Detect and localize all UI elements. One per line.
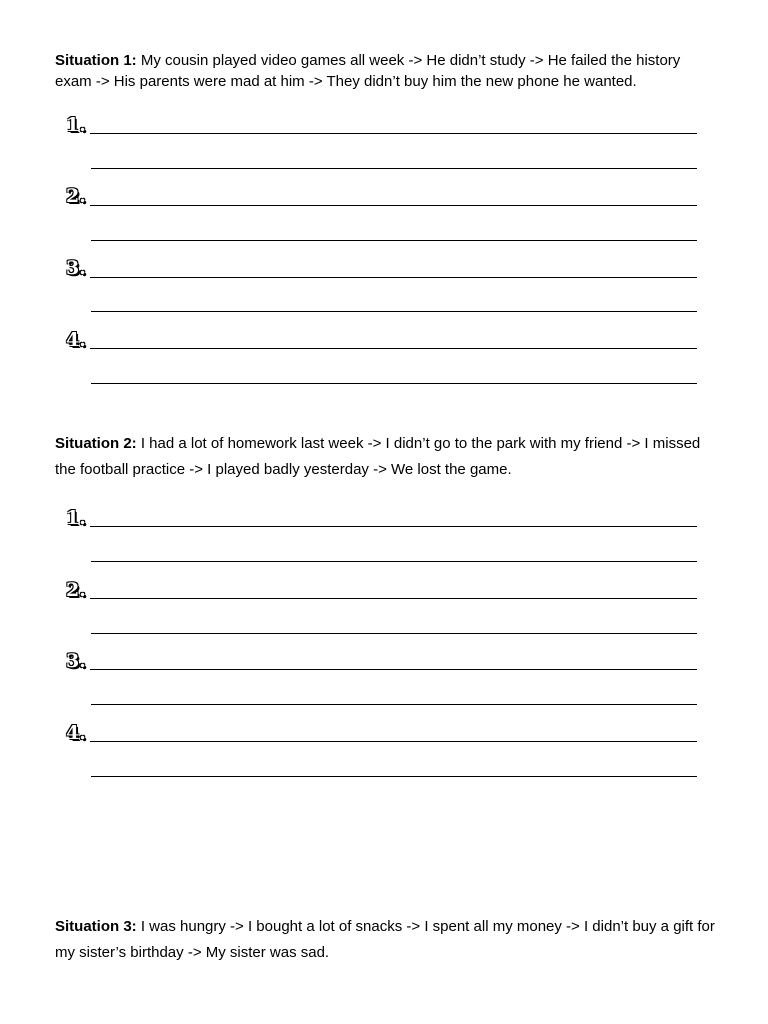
situation-2-text: I had a lot of homework last week -> I didn’t go to the park with my friend -> I missed the football practice -> I played badly yesterday -> We lost the game. [55,435,701,478]
situation-3-prompt [55,914,715,966]
item-number: 1. [66,507,86,529]
answer-line[interactable] [91,776,697,777]
situation-1-prompt [55,50,715,92]
item-number: 3. [66,650,86,672]
situation-1-label: Situation 1: [55,52,137,69]
answer-line[interactable] [91,561,697,562]
item-number: 3. [66,257,86,279]
answer-line[interactable] [90,741,697,742]
answer-line[interactable] [90,133,697,134]
item-number: 4. [66,329,86,351]
answer-line[interactable] [90,526,697,527]
answer-line[interactable] [91,311,697,312]
answer-line[interactable] [91,168,697,169]
item-number: 2. [66,185,86,207]
situation-1-text: My cousin played video games all week -> He didn’t study -> He failed the history exam -> His parents were mad at him -> They didn’t buy him the new phone he wanted. [55,52,681,90]
situation-2-label: Situation 2: [55,435,137,452]
answer-line[interactable] [90,598,697,599]
answer-line[interactable] [90,348,697,349]
answer-line[interactable] [91,704,697,705]
answer-line[interactable] [90,669,697,670]
item-number: 1. [66,114,86,136]
item-number: 2. [66,579,86,601]
answer-line[interactable] [90,277,697,278]
situation-2-prompt [55,431,715,483]
situation-3-text: I was hungry -> I bought a lot of snacks -> I spent all my money -> I didn’t buy a gift for my sister’s birthday -> My sister was sad. [55,918,715,961]
answer-line[interactable] [91,383,697,384]
answer-line[interactable] [90,205,697,206]
answer-line[interactable] [91,633,697,634]
answer-line[interactable] [91,240,697,241]
situation-3-label: Situation 3: [55,918,137,935]
item-number: 4. [66,722,86,744]
